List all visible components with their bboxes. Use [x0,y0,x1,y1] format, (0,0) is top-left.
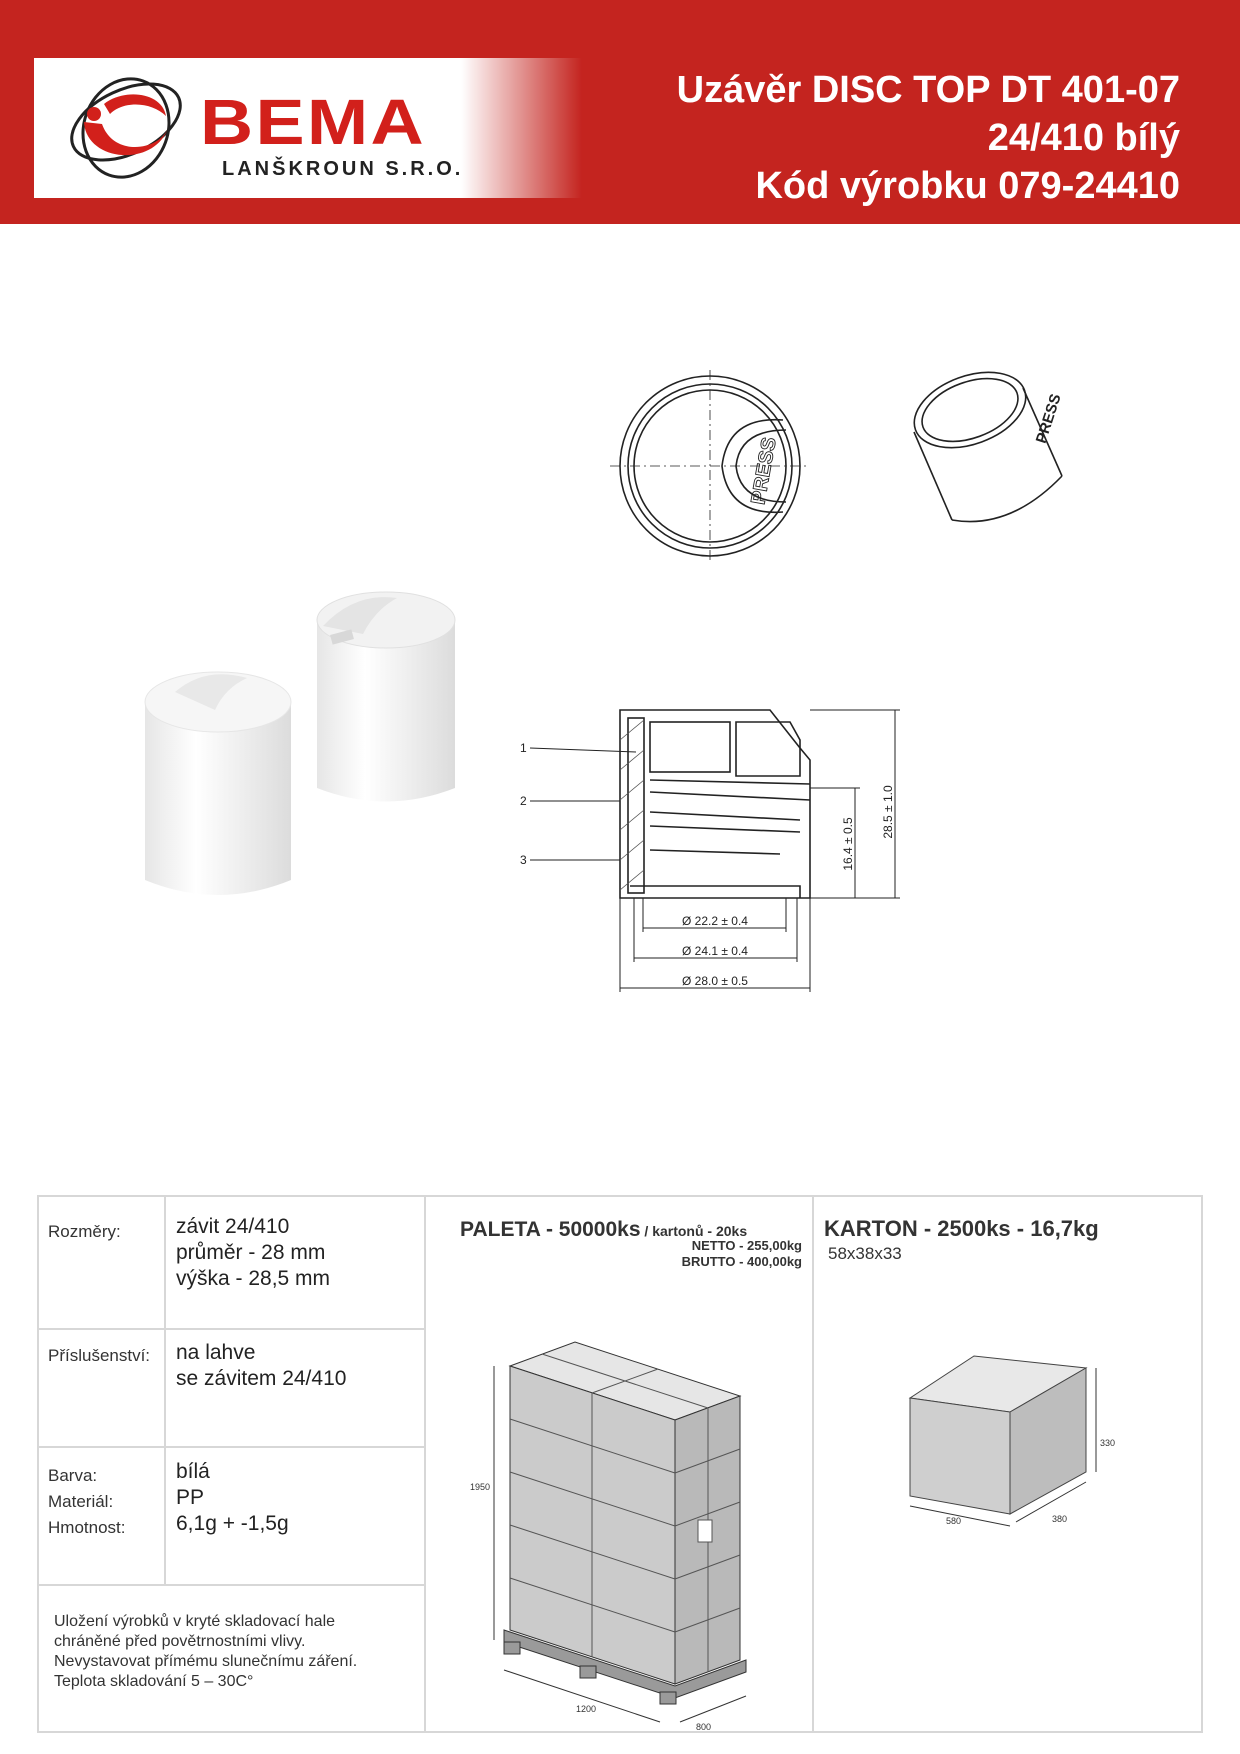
brand-subtitle: LANŠKROUN S.R.O. [222,158,464,180]
header-banner [0,0,1240,224]
product-title-line2: 24/410 bílý [987,117,1180,159]
rozmery-label: Rozměry: [48,1222,121,1241]
prislusenstvi-value-2: se závitem 24/410 [176,1367,347,1390]
cap-rear [317,592,455,802]
table-divider [164,1196,166,1584]
karton-title: KARTON - 2500ks - 16,7kg [824,1216,1099,1241]
carton-dim-length: 580 [946,1516,962,1526]
product-title-line3: Kód výrobku 079-24410 [755,165,1180,207]
storage-note-2: chráněné před povětrnostními vlivy. [54,1633,306,1650]
pallet-width-line [680,1696,746,1722]
callout-3: 3 [520,853,527,867]
callout-1: 1 [520,741,527,755]
table-divider [38,1328,425,1330]
barva-value: bílá [176,1460,210,1483]
dim-diameter-3: Ø 28.0 ± 0.5 [682,974,748,988]
section-hatching [620,720,644,890]
hmotnost-label: Hmotnost: [48,1518,126,1537]
press-label: PRESS [747,435,781,507]
hmotnost-value: 6,1g + -1,5g [176,1512,289,1535]
paleta-title-main: PALETA - 50000ks [460,1218,641,1241]
table-divider [38,1584,425,1586]
carton-dim-width: 380 [1052,1514,1068,1524]
rozmery-value-3: výška - 28,5 mm [176,1267,331,1290]
storage-note-4: Teplota skladování 5 – 30C° [54,1673,254,1690]
material-value: PP [176,1486,205,1509]
rozmery-value-1: závit 24/410 [176,1215,290,1238]
product-photo [135,580,515,940]
product-title-line1: Uzávěr DISC TOP DT 401-07 [676,69,1180,111]
table-divider [812,1196,814,1732]
top-view-drawing [610,370,810,562]
paleta-brutto: BRUTTO - 400,00kg [681,1254,802,1269]
brand-name: BEMA [200,86,426,158]
rozmery-value-2: průměr - 28 mm [176,1241,326,1264]
dim-total-height: 28.5 ± 1.0 [881,785,895,839]
pallet-dim-width: 800 [696,1722,712,1732]
table-divider [38,1446,425,1448]
cap-front [145,672,291,895]
barva-label: Barva: [48,1466,98,1485]
dim-diameter-2: Ø 24.1 ± 0.4 [682,944,748,958]
storage-note-1: Uložení výrobků v kryté skladovací hale [54,1613,336,1630]
carton-dim-height: 330 [1100,1438,1116,1448]
paleta-title-small: / kartonů - 20ks [640,1223,748,1239]
paleta-netto: NETTO - 255,00kg [691,1238,802,1253]
press-label-perspective: PRESS [1032,391,1065,446]
pallet-dim-length: 1200 [576,1704,597,1714]
dim-diameter-1: Ø 22.2 ± 0.4 [682,914,748,928]
callout-2: 2 [520,794,527,808]
pallet-label [698,1520,712,1542]
pallet-drawing [469,1340,760,1732]
karton-size: 58x38x33 [828,1244,902,1263]
technical-drawings [500,380,1140,1020]
dim-thread-height: 16.4 ± 0.5 [841,817,855,871]
prislusenstvi-value-1: na lahve [176,1341,256,1364]
logo-plate [34,58,582,198]
pallet-dim-height: 1950 [469,1482,490,1492]
bema-logo-icon [34,58,214,198]
section-view-drawing [620,710,810,898]
carton-drawing [900,1350,1120,1530]
table-divider [424,1196,426,1732]
prislusenstvi-label: Příslušenství: [48,1346,151,1365]
material-label: Materiál: [48,1492,114,1511]
product-title [677,66,1180,210]
storage-note-3: Nevystavovat přímému slunečnímu záření. [54,1653,358,1670]
